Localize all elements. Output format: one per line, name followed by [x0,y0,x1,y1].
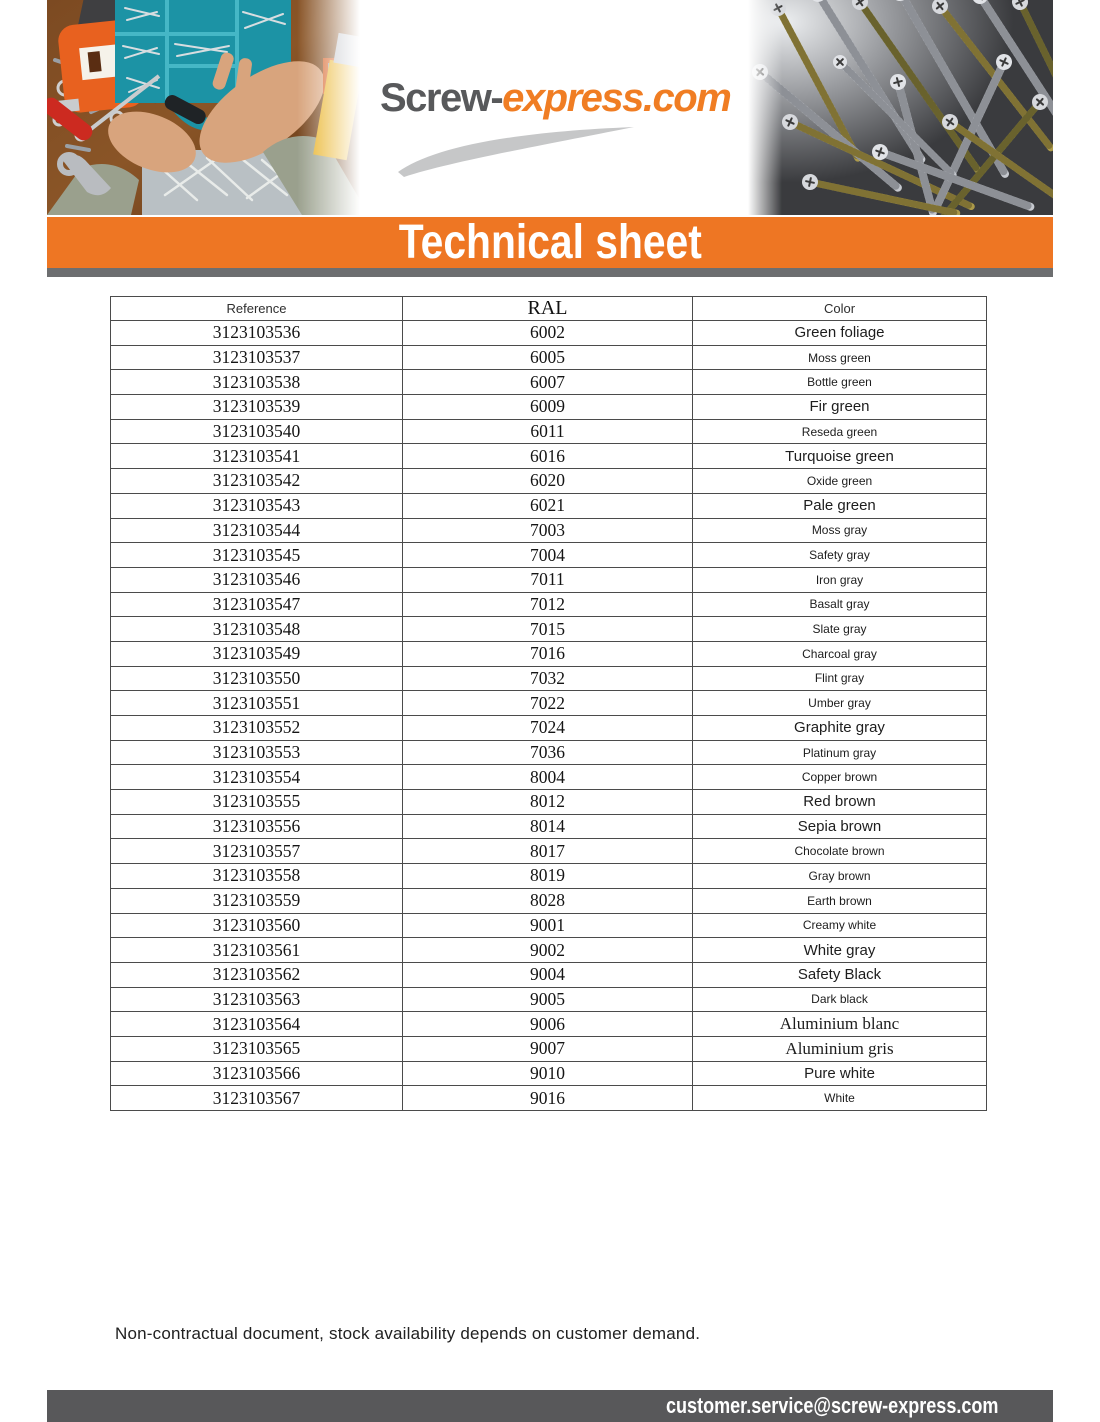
title-banner [47,217,1053,268]
ral-code-cell: 6007 [403,370,693,395]
reference-cell: 3123103545 [111,543,403,568]
table-row [111,1036,987,1061]
reference-cell: 3123103547 [111,592,403,617]
table-row [111,345,987,370]
table-row [111,666,987,691]
column-header-reference: Reference [111,297,403,321]
color-name-cell: Iron gray [693,567,987,592]
color-name-cell: White gray [693,938,987,963]
color-name-cell: Charcoal gray [693,641,987,666]
ral-code-cell: 7016 [403,641,693,666]
reference-cell: 3123103565 [111,1036,403,1061]
column-header-ral: RAL [403,297,693,321]
table-header-row [111,297,987,321]
ral-code-cell: 8014 [403,814,693,839]
logo-screw-text: Screw- [380,76,503,120]
ral-code-cell: 6016 [403,444,693,469]
ral-code-cell: 6005 [403,345,693,370]
ral-code-cell: 8017 [403,839,693,864]
color-name-cell: Earth brown [693,888,987,913]
color-name-cell: Turquoise green [693,444,987,469]
ral-code-cell: 8019 [403,864,693,889]
logo-express-text: express.com [502,76,731,120]
reference-cell: 3123103564 [111,1012,403,1037]
table-row [111,691,987,716]
color-name-cell: Moss green [693,345,987,370]
ral-code-cell: 7022 [403,691,693,716]
ral-code-cell: 9001 [403,913,693,938]
reference-cell: 3123103559 [111,888,403,913]
color-name-cell: White [693,1086,987,1111]
reference-cell: 3123103549 [111,641,403,666]
reference-cell: 3123103561 [111,938,403,963]
table-row [111,370,987,395]
color-name-cell: Pure white [693,1061,987,1086]
reference-cell: 3123103563 [111,987,403,1012]
workbench-screw-organizer-photo [47,0,360,215]
reference-cell: 3123103562 [111,962,403,987]
table-row [111,839,987,864]
reference-cell: 3123103541 [111,444,403,469]
reference-cell: 3123103556 [111,814,403,839]
reference-cell: 3123103542 [111,469,403,494]
color-name-cell: Red brown [693,790,987,815]
ral-code-cell: 9016 [403,1086,693,1111]
reference-cell: 3123103566 [111,1061,403,1086]
table-row [111,395,987,420]
reference-cell: 3123103543 [111,493,403,518]
color-name-cell: Moss gray [693,518,987,543]
table-row [111,962,987,987]
table-row [111,444,987,469]
ral-code-cell: 7004 [403,543,693,568]
disclaimer-note: Non-contractual document, stock availability depends on customer demand. [115,1324,701,1343]
color-name-cell: Platinum gray [693,740,987,765]
banner-shadow-bar [47,268,1053,277]
ral-code-cell: 9002 [403,938,693,963]
table-row [111,814,987,839]
reference-cell: 3123103538 [111,370,403,395]
table-row [111,469,987,494]
reference-cell: 3123103552 [111,716,403,741]
reference-cell: 3123103553 [111,740,403,765]
ral-code-cell: 8028 [403,888,693,913]
table-row [111,864,987,889]
color-name-cell: Aluminium gris [693,1036,987,1061]
ral-code-cell: 9006 [403,1012,693,1037]
table-row [111,913,987,938]
ral-code-cell: 7015 [403,617,693,642]
table-row [111,938,987,963]
reference-cell: 3123103551 [111,691,403,716]
color-name-cell: Bottle green [693,370,987,395]
color-name-cell: Dark black [693,987,987,1012]
table-row [111,765,987,790]
ral-code-cell: 7012 [403,592,693,617]
ral-code-cell: 9007 [403,1036,693,1061]
table-row [111,419,987,444]
table-row [111,567,987,592]
ral-code-cell: 9005 [403,987,693,1012]
color-name-cell: Graphite gray [693,716,987,741]
table-row [111,493,987,518]
reference-cell: 3123103540 [111,419,403,444]
reference-cell: 3123103539 [111,395,403,420]
table-row [111,1061,987,1086]
table-row [111,790,987,815]
color-name-cell: Fir green [693,395,987,420]
brand-logo [380,78,730,118]
page-title: Technical sheet [398,215,702,269]
reference-cell: 3123103536 [111,321,403,346]
color-name-cell: Basalt gray [693,592,987,617]
ral-code-cell: 6020 [403,469,693,494]
ral-code-cell: 8004 [403,765,693,790]
color-name-cell: Pale green [693,493,987,518]
screws-photo-art [748,0,1053,215]
ral-code-cell: 6002 [403,321,693,346]
reference-cell: 3123103550 [111,666,403,691]
color-name-cell: Green foliage [693,321,987,346]
color-name-cell: Safety gray [693,543,987,568]
reference-cell: 3123103546 [111,567,403,592]
color-name-cell: Chocolate brown [693,839,987,864]
table-row [111,321,987,346]
reference-cell: 3123103567 [111,1086,403,1111]
table-row [111,1012,987,1037]
ral-code-cell: 6021 [403,493,693,518]
ral-code-cell: 6011 [403,419,693,444]
ral-code-cell: 7036 [403,740,693,765]
table-row [111,1086,987,1111]
ral-color-table-body [111,321,987,1111]
ral-code-cell: 6009 [403,395,693,420]
ral-color-table [110,296,987,1111]
brand-logo-text [380,78,730,118]
table-row [111,518,987,543]
reference-cell: 3123103558 [111,864,403,889]
table-row [111,740,987,765]
table-row [111,987,987,1012]
reference-cell: 3123103544 [111,518,403,543]
reference-cell: 3123103557 [111,839,403,864]
table-row [111,543,987,568]
color-name-cell: Safety Black [693,962,987,987]
color-name-cell: Reseda green [693,419,987,444]
color-name-cell: Copper brown [693,765,987,790]
color-name-cell: Gray brown [693,864,987,889]
table-row [111,641,987,666]
color-name-cell: Creamy white [693,913,987,938]
ral-code-cell: 8012 [403,790,693,815]
reference-cell: 3123103554 [111,765,403,790]
ral-code-cell: 7003 [403,518,693,543]
table-row [111,617,987,642]
color-name-cell: Umber gray [693,691,987,716]
color-name-cell: Flint gray [693,666,987,691]
ral-code-cell: 7032 [403,666,693,691]
ral-code-cell: 9010 [403,1061,693,1086]
reference-cell: 3123103555 [111,790,403,815]
color-name-cell: Slate gray [693,617,987,642]
table-row [111,592,987,617]
column-header-color: Color [693,297,987,321]
color-name-cell: Sepia brown [693,814,987,839]
table-row [111,716,987,741]
pile-of-screws-photo [748,0,1053,215]
footer-bar [47,1390,1053,1422]
color-name-cell: Oxide green [693,469,987,494]
reference-cell: 3123103537 [111,345,403,370]
ral-code-cell: 7024 [403,716,693,741]
ral-code-cell: 9004 [403,962,693,987]
workbench-photo-art [47,0,360,215]
customer-service-email: customer.service@screw-express.com [665,1393,998,1418]
table-row [111,888,987,913]
ral-code-cell: 7011 [403,567,693,592]
logo-swoosh-icon [388,122,638,180]
reference-cell: 3123103548 [111,617,403,642]
color-name-cell: Aluminium blanc [693,1012,987,1037]
reference-cell: 3123103560 [111,913,403,938]
